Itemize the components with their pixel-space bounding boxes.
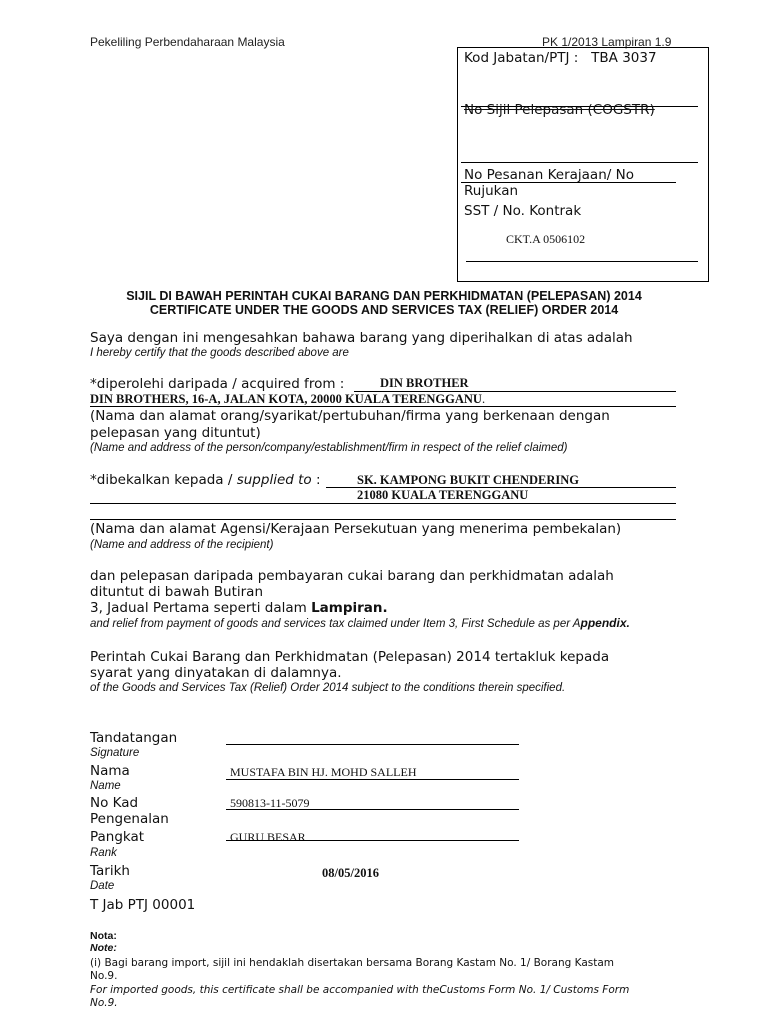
title-malay: SIJIL DI BAWAH PERINTAH CUKAI BARANG DAN PERKHIDMATAN (PELEPASAN) 2014	[126, 289, 642, 303]
acquired-line2	[90, 406, 676, 407]
no-pesanan-value-line	[466, 261, 698, 262]
rank-line	[226, 840, 519, 841]
ic-label1: No Kad	[90, 795, 139, 811]
supplied-value-address: 21080 KUALA TERENGGANU	[357, 488, 529, 502]
acquired-note-malay1: (Nama dan alamat orang/syarikat/pertubuhan/firma yang berkenaan dengan	[90, 408, 610, 424]
no-pesanan-line1: No Pesanan Kerajaan/ No	[464, 167, 634, 183]
supplied-line3	[90, 519, 676, 520]
acquired-label: *diperolehi daripada / acquired from :	[90, 376, 345, 392]
note-english-line1: For imported goods, this certificate shall be accompanied with theCustoms Form No. 1/ Customs Form	[90, 984, 630, 996]
relief-english: and relief from payment of goods and services tax claimed under Item 3, First Schedule as per Appendix.	[90, 616, 630, 630]
rank-label-en: Rank	[90, 847, 117, 859]
header-right: PK 1/2013 Lampiran 1.9	[542, 35, 672, 49]
no-pesanan-line2: Rujukan	[464, 183, 519, 199]
signature-line	[226, 744, 519, 745]
relief-line2: dituntut di bawah Butiran	[90, 584, 264, 600]
supplied-value-name: SK. KAMPONG BUKIT CHENDERING	[357, 473, 580, 487]
certify-malay: Saya dengan ini mengesahkan bahawa barang yang diperihalkan di atas adalah	[90, 330, 633, 346]
date-label-en: Date	[90, 880, 115, 892]
kod-jabatan-value: TBA 3037	[591, 50, 657, 66]
nota-label: Nota:	[90, 930, 117, 942]
relief-line3: 3, Jadual Pertama seperti dalam Lampiran.	[90, 600, 388, 616]
kod-jabatan-label: Kod Jabatan/PTJ : TBA 3037	[464, 50, 657, 66]
date-label: Tarikh	[90, 863, 130, 879]
name-label: Nama	[90, 763, 130, 779]
certify-english: I hereby certify that the goods described above are	[90, 347, 349, 359]
name-value: MUSTAFA BIN HJ. MOHD SALLEH	[230, 765, 417, 779]
signature-label: Tandatangan	[90, 730, 178, 746]
header-left: Pekeliling Perbendaharaan Malaysia	[90, 35, 285, 49]
note-english-line2: No.9.	[90, 997, 118, 1009]
order-line2: syarat yang dinyatakan di dalamnya.	[90, 665, 342, 681]
supplied-label: *dibekalkan kepada / supplied to :	[90, 472, 321, 488]
tjab-ptj: T Jab PTJ 00001	[90, 897, 196, 913]
relief-line1: dan pelepasan daripada pembayaran cukai barang dan perkhidmatan adalah	[90, 568, 614, 584]
order-line1: Perintah Cukai Barang dan Perkhidmatan (Pelepasan) 2014 tertakluk kepada	[90, 649, 610, 665]
order-english: of the Goods and Services Tax (Relief) Order 2014 subject to the conditions therein specified.	[90, 682, 566, 694]
supplied-line2	[90, 503, 676, 504]
no-sijil-line	[461, 162, 698, 163]
acquired-value-name: DIN BROTHER	[380, 376, 469, 390]
ic-label2: Pengenalan	[90, 811, 169, 827]
name-label-en: Name	[90, 780, 121, 792]
signature-label-en: Signature	[90, 747, 140, 759]
acquired-value-address: DIN BROTHERS, 16-A, JALAN KOTA, 20000 KUALA TERENGGANU.	[90, 392, 486, 406]
acquired-note-malay2: pelepasan yang dituntut)	[90, 425, 261, 441]
acquired-note-english: (Name and address of the person/company/establishment/firm in respect of the relief claimed)	[90, 442, 568, 454]
supplied-note-malay: (Nama dan alamat Agensi/Kerajaan Persekutuan yang menerima pembekalan)	[90, 521, 622, 537]
no-pesanan-value: CKT.A 0506102	[506, 232, 586, 246]
date-value: 08/05/2016	[322, 866, 379, 880]
no-pesanan-line3: SST / No. Kontrak	[464, 203, 582, 219]
note-label: Note:	[90, 942, 117, 954]
rank-label: Pangkat	[90, 829, 145, 845]
note-malay-line1: (i) Bagi barang import, sijil ini hendaklah disertakan bersama Borang Kastam No. 1/ Borang Kastam	[90, 957, 615, 969]
name-line	[226, 779, 519, 780]
supplied-note-english: (Name and address of the recipient)	[90, 539, 274, 551]
no-sijil-label: No Sijil Pelepasan (COGSTR)	[464, 102, 655, 118]
title-english: CERTIFICATE UNDER THE GOODS AND SERVICES TAX (RELIEF) ORDER 2014	[149, 303, 619, 317]
ic-line	[226, 809, 519, 810]
rank-value: GURU BESAR	[230, 830, 306, 844]
ic-value: 590813-11-5079	[230, 796, 310, 810]
note-malay-line2: No.9.	[90, 970, 118, 982]
